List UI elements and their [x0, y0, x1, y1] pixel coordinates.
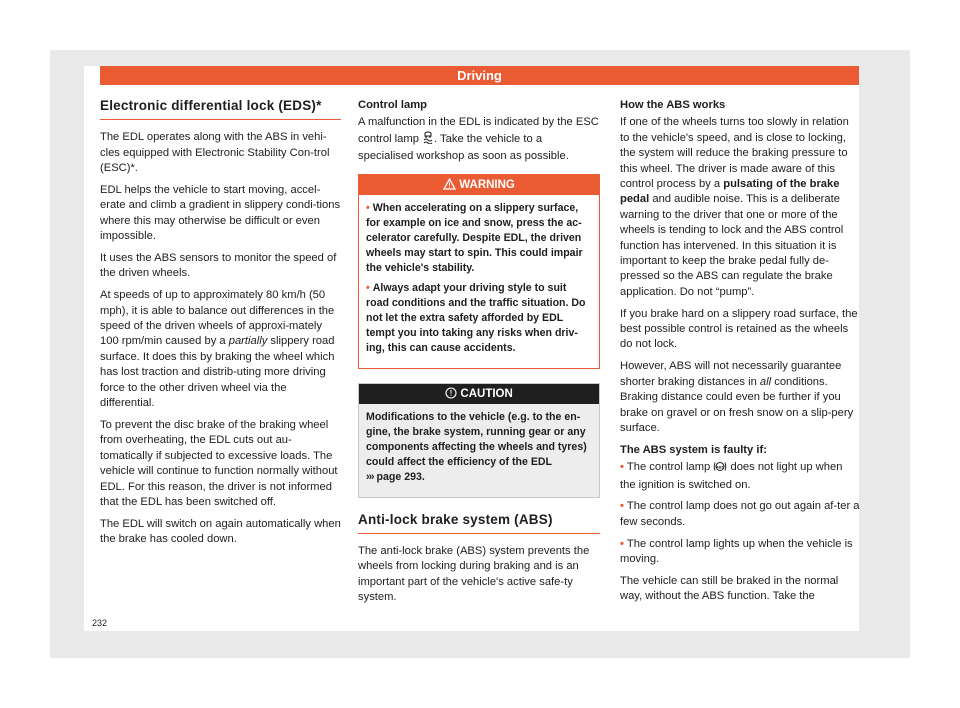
bullet-dot: •: [366, 281, 370, 294]
faulty-item-3: [620, 537, 860, 568]
bullet-dot: •: [620, 461, 624, 474]
svg-text:ABS: ABS: [716, 464, 725, 470]
text-run: and audible noise. This is a deliberate warning to the driver that one or more of the wheels is tending to lock and the ABS control function has intervened. In this situation it is important to keep the brake pedal fully de-pressed so the ABS can regulate the brake application. Do not “pump”.: [620, 193, 844, 298]
bullet-dot: •: [620, 537, 624, 550]
edl-paragraph-1: The EDL operates along with the ABS in vehi-cles equipped with Electronic Stability Con-trol (ESC)*.: [100, 131, 330, 175]
edl-paragraph-4: [100, 288, 341, 411]
caution-box: [358, 383, 600, 498]
bullet-dot: •: [366, 201, 370, 214]
emphasis-pulsating: pulsating of the brake pedal: [620, 178, 840, 206]
text-run: does not light up when the ignition is switched on.: [620, 461, 843, 491]
warning-item-1: [366, 201, 592, 277]
edl-paragraph-3: It uses the ABS sensors to monitor the speed of the driven wheels.: [100, 252, 337, 280]
abs-paragraph-1: The anti-lock brake (ABS) system prevents the wheels from locking during braking and is an important part of the vehicle's active safe-ty system.: [358, 545, 590, 604]
text-run: At speeds of up to approximately 80 km/h (50 mph), it is able to balance out differences in the speed of the driven wheels of approxi-mately 100 rpm/min caused by a: [100, 289, 335, 348]
caution-text: [366, 410, 592, 486]
text-run: . Take the vehicle to a specialised workshop as soon as possible.: [358, 132, 569, 163]
how-abs-works-heading: How the ABS works: [620, 99, 726, 111]
esc-lamp-icon: [422, 131, 434, 149]
text-run: However, ABS will not necessarily guarantee shorter braking distances in: [620, 360, 842, 388]
caution-label: CAUTION: [460, 387, 513, 400]
emphasis-partially: partially: [228, 335, 268, 348]
control-lamp-heading: Control lamp: [358, 99, 427, 111]
text-run: The control lamp: [626, 461, 714, 474]
control-lamp-paragraph: [358, 115, 600, 164]
warning-box: [358, 174, 600, 369]
abs-title: Anti-lock brake system (ABS): [358, 512, 600, 534]
text-run: Modifications to the vehicle (e.g. to the en-gine, the brake system, running gear or any components affecting the wheels and tyres) could affect the efficiency of the EDL: [366, 410, 587, 469]
abs-lamp-icon: [713, 461, 727, 477]
page-number: 232: [92, 618, 108, 628]
caution-header: [359, 384, 599, 404]
text-run: The control lamp lights up when the vehicle is moving.: [620, 537, 853, 565]
page-ref-arrows: ›››: [366, 471, 374, 484]
text-run: If one of the wheels turns too slowly in relation to the vehicle's speed, and is close to locking, the system will reduce the braking pressure to this wheel. The driver is made aware of this control process by a: [620, 116, 849, 191]
warning-label: WARNING: [459, 178, 515, 191]
text-run: The control lamp does not go out again af-ter a few seconds.: [620, 500, 860, 528]
bullet-dot: •: [620, 500, 624, 513]
page-ref-link[interactable]: page 293.: [373, 471, 425, 484]
emphasis-all: all: [759, 375, 772, 388]
text-run: conditions. Braking distance could even be further if you brake on gravel or on fresh snow on a slip-pery surface.: [620, 375, 854, 434]
how-paragraph-1: [620, 115, 860, 300]
column-left: [100, 98, 341, 554]
column-middle: [358, 98, 600, 612]
how-paragraph-3: [620, 359, 860, 436]
warning-header: [359, 175, 599, 195]
faulty-heading: The ABS system is faulty if:: [620, 443, 767, 456]
closing-paragraph: The vehicle can still be braked in the normal way, without the ABS function. Take the: [620, 574, 839, 603]
faulty-item-1: [620, 460, 860, 493]
edl-paragraph-6: The EDL will switch on again automatically when the brake has cooled down.: [100, 517, 341, 546]
column-right: [620, 98, 860, 611]
section-header: Driving: [100, 66, 859, 85]
text-run: slippery road surface. It does this by braking the wheel which has lost traction and distrib-uting more driving force to the other driven wheel via the differential.: [100, 335, 335, 410]
caution-body: [359, 404, 599, 497]
faulty-item-2: [620, 499, 860, 530]
warning-body: [359, 195, 599, 368]
how-paragraph-2: If you brake hard on a slippery road surface, the best possible control is retained as the wheels do not lock.: [620, 307, 858, 351]
edl-title: Electronic differential lock (EDS)*: [100, 98, 341, 120]
text-run: A malfunction in the EDL is indicated by the ESC control lamp: [358, 116, 599, 145]
edl-paragraph-2: EDL helps the vehicle to start moving, accel-erate and climb a gradient in slippery condi-tions where this may otherwise be difficult or even impossible.: [100, 184, 341, 243]
text-run: When accelerating on a slippery surface, for example on ice and snow, press the ac-celerator carefully. Despite EDL, the driven wheels may start to spin. This could impair the vehicle's stability.: [366, 201, 583, 275]
info-circle-icon: [445, 386, 457, 406]
edl-paragraph-5: To prevent the disc brake of the braking wheel from overheating, the EDL cuts out au-tomatically if subjected to excessive loads. The vehicle will continue to function normally without EDL. For this reason, the driver is not informed that the EDL has been switched off.: [100, 418, 338, 508]
warning-triangle-icon: [443, 177, 456, 197]
warning-item-2: [366, 281, 592, 357]
text-run: Always adapt your driving style to suit road conditions and the traffic situation. Do not let the extra safety afforded by EDL tempt you into taking any risks when driv-ing, this can cause accidents.: [366, 281, 586, 355]
